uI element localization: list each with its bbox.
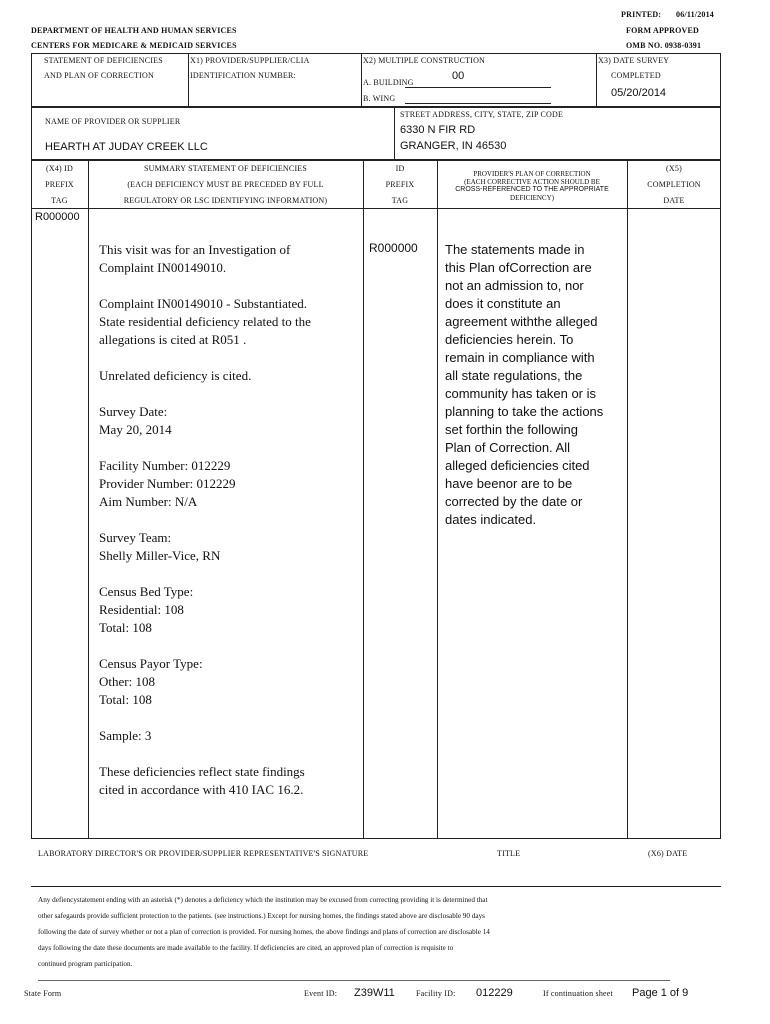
- right-prefix-tag: R000000: [369, 241, 418, 255]
- wing-label: B. WING: [363, 94, 396, 103]
- x2-label: X2) MULTIPLE CONSTRUCTION: [363, 56, 486, 65]
- statement-label-2: AND PLAN OF CORRECTION: [44, 71, 154, 80]
- id-header-3: TAG: [391, 196, 409, 205]
- provider-name-label: NAME OF PROVIDER OR SUPPLIER: [45, 117, 181, 126]
- summary-paragraph: Census Bed Type: Residential: 108 Total: 108: [99, 584, 194, 635]
- department-title: DEPARTMENT OF HEALTH AND HUMAN SERVICES: [31, 26, 237, 35]
- disclaimer-line: following the date of survey whether or not a plan of correction is provided. For nursing homes, the above findings and plans of correction are disclosable 14: [38, 928, 490, 936]
- summary-paragraph: This visit was for an Investigation of Complaint IN00149010.: [99, 242, 291, 275]
- x5-header-2: COMPLETION: [647, 180, 701, 189]
- plan-header-1: PROVIDER'S PLAN OF CORRECTION: [473, 170, 591, 178]
- signature-label: LABORATORY DIRECTOR'S OR PROVIDER/SUPPLIER REPRESENTATIVE'S SIGNATURE: [38, 849, 369, 858]
- summary-paragraph: Survey Team: Shelly Miller-Vice, RN: [99, 530, 221, 563]
- summary-paragraph: Facility Number: 012229 Provider Number: 012229 Aim Number: N/A: [99, 458, 236, 509]
- x3-label-1: X3) DATE SURVEY: [598, 56, 670, 65]
- x4-header-3: TAG: [51, 196, 68, 205]
- omb-number: OMB NO. 0938-0391: [626, 41, 702, 50]
- disclaimer-line: other safegaurds provide sufficient protection to the patients. (see instructions.) Except for nursing homes, the findings stated above are disclosable 90 days: [38, 912, 485, 920]
- address-label: STREET ADDRESS, CITY, STATE, ZIP CODE: [400, 110, 564, 119]
- summary-statement: [99, 241, 359, 817]
- address-line-2: GRANGER, IN 46530: [400, 140, 507, 152]
- building-label: A. BUILDING: [363, 78, 414, 87]
- event-id-value: Z39W11: [354, 987, 395, 999]
- disclaimer-line: days following the date these documents are made available to the facility. If deficiencies are cited, an approved plan of correction is requisite to: [38, 944, 454, 952]
- plan-of-correction-text: The statements made in this Plan ofCorrection are not an admission to, nor does it constitute an agreement withthe alleged deficiencies herein. To remain in compliance with all state regulations, the community has taken or is planning to take the actions set forthin the following Plan of Correction. All alleged deficiencies cited have beenor are to be corrected by the date or dates indicated.: [445, 242, 604, 527]
- printed-label: PRINTED:: [621, 10, 662, 19]
- plan-header-4: DEFICIENCY): [510, 194, 554, 202]
- summary-paragraph: These deficiencies reflect state findings cited in accordance with 410 IAC 16.2.: [99, 764, 305, 797]
- survey-completed-date: 05/20/2014: [611, 87, 667, 99]
- x1-label-2: IDENTIFICATION NUMBER:: [190, 71, 296, 80]
- facility-id-label: Facility ID:: [416, 989, 456, 998]
- x1-label-1: X1) PROVIDER/SUPPLIER/CLIA: [190, 56, 310, 65]
- continuation-label: If continuation sheet: [543, 989, 613, 998]
- summary-paragraph: Complaint IN00149010 - Substantiated. State residential deficiency related to the allegations is cited at R051 .: [99, 296, 311, 347]
- disclaimer: [38, 892, 720, 972]
- facility-id-value: 012229: [476, 987, 513, 999]
- x5-header-3: DATE: [663, 196, 685, 205]
- disclaimer-line: continued program participation.: [38, 960, 133, 968]
- address-line-1: 6330 N FIR RD: [400, 124, 476, 136]
- summary-header-3: REGULATORY OR LSC IDENTIFYING INFORMATION): [123, 196, 328, 205]
- summary-header-1: SUMMARY STATEMENT OF DEFICIENCIES: [143, 164, 308, 173]
- centers-title: CENTERS FOR MEDICARE & MEDICAID SERVICES: [31, 41, 237, 50]
- summary-header-2: (EACH DEFICIENCY MUST BE PRECEDED BY FULL: [127, 180, 324, 189]
- printed-date: 06/11/2014: [676, 10, 715, 19]
- provider-name: HEARTH AT JUDAY CREEK LLC: [45, 141, 208, 153]
- plan-header-2: (EACH CORRECTIVE ACTION SHOULD BE: [464, 178, 600, 186]
- x4-header-2: PREFIX: [45, 180, 74, 189]
- event-id-label: Event ID:: [304, 989, 338, 998]
- plan-header-3: CROSS-REFERENCED TO THE APPROPRIATE: [455, 186, 609, 193]
- disclaimer-line: Any defiencystatement ending with an asterisk (*) denotes a deficiency which the institution may be excused from correcting providing it is determined that: [38, 896, 488, 904]
- page-number: Page 1 of 9: [632, 987, 689, 999]
- summary-paragraph: Sample: 3: [99, 728, 152, 743]
- x6-date-label: (X6) DATE: [648, 849, 688, 858]
- state-form-label: State Form: [24, 989, 62, 998]
- id-header-2: PREFIX: [385, 180, 415, 189]
- title-label: TITLE: [497, 849, 521, 858]
- id-header-1: ID: [395, 164, 405, 173]
- x5-header-1: (X5): [666, 164, 682, 173]
- summary-paragraph: Census Payor Type: Other: 108 Total: 108: [99, 656, 203, 707]
- x3-label-2: COMPLETED: [611, 71, 661, 80]
- summary-paragraph: Survey Date: May 20, 2014: [99, 404, 172, 437]
- building-value: 00: [452, 70, 465, 82]
- left-prefix-tag: R000000: [35, 211, 80, 223]
- statement-label-1: STATEMENT OF DEFICIENCIES: [44, 56, 163, 65]
- summary-paragraph: Unrelated deficiency is cited.: [99, 368, 252, 383]
- form-approved: FORM APPROVED: [626, 26, 700, 35]
- x4-header-1: (X4) ID: [46, 164, 73, 173]
